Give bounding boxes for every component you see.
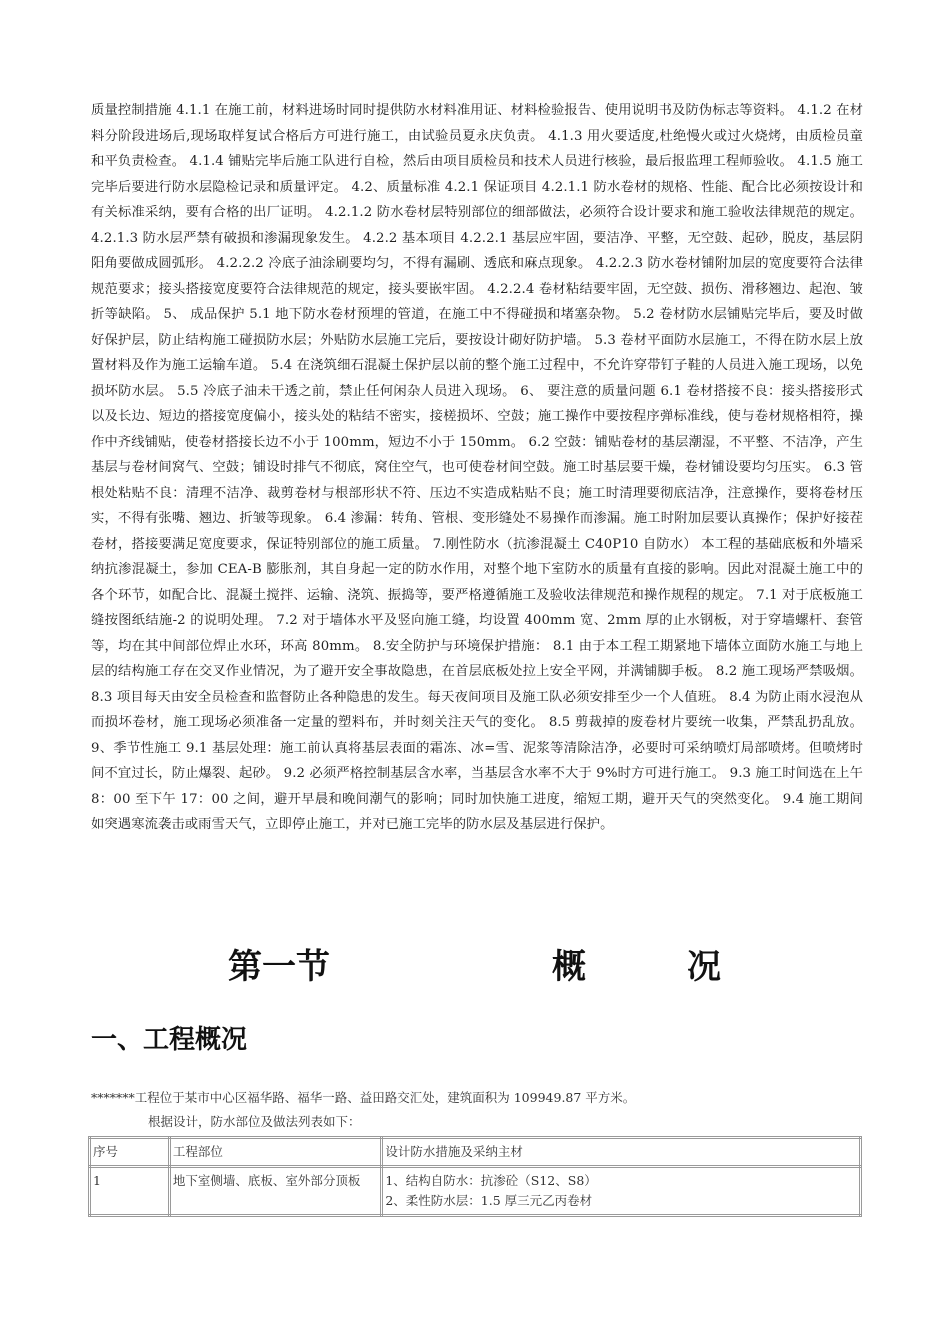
section-heading-char-2: 况 (687, 947, 721, 987)
table-header-row (90, 1138, 861, 1167)
subsection-heading: 一、工程概况 (91, 1025, 248, 1055)
table-header-cell: 工程部位 (169, 1138, 382, 1167)
waterproofing-table (88, 1136, 862, 1217)
measure-line: 2、柔性防水层：1.5 厚三元乙丙卷材 (385, 1193, 593, 1208)
section-heading-char-1: 概 (552, 947, 586, 987)
table-header-cell: 序号 (90, 1138, 170, 1167)
section-heading-number: 第一节 (228, 947, 330, 987)
table-cell-part: 地下室侧墙、底板、室外部分顶板 (169, 1167, 382, 1216)
body-paragraph: 质量控制措施 4.1.1 在施工前，材料进场时同时提供防水材料准用证、材料检验报告、使用说明书及防伪标志等资料。 4.1.2 在材料分阶段进场后,现场取样复试合格后方可进行施工，由试验员夏永庆负责。 4.1.3 用火要适度,杜绝慢火或过火烧烤，由质检员童和平负责检查。 4.1.4 铺贴完毕后施工队进行自检，然后由项目质检员和技术人员进行核验，最后报监理工程师验收。 4.1.5 施工完毕后要进行防水层隐检记录和质量评定。 4.2、质量标准 4.2.1 保证项目 4.2.1.1 防水卷材的规格、性能、配合比必须按设计和有关标准采纳，要有合格的出厂证明。 4.2.1.2 防水卷材层特别部位的细部做法，必须符合设计要求和施工验收法律规范的规定。 4.2.1.3 防水层严禁有破损和渗漏现象发生。 4.2.2 基本项目 4.2.2.1 基层应牢固，要洁净、平整，无空鼓、起砂，脱皮，基层阴阳角要做成圆弧形。 4.2.2.2 冷底子油涂刷要均匀，不得有漏刷、透底和麻点现象。 4.2.2.3 防水卷材铺附加层的宽度要符合法律规范要求；接头搭接宽度要符合法律规范的规定，接头要嵌牢固。 4.2.2.4 卷材粘结要牢固，无空鼓、损伤、滑移翘边、起泡、皱折等缺陷。 5、 成品保护 5.1 地下防水卷材预埋的管道，在施工中不得碰损和堵塞杂物。 5.2 卷材防水层铺贴完毕后，要及时做好保护层，防止结构施工碰损防水层；外贴防水层施工完后，要按设计砌好防护墙。 5.3 卷材平面防水层施工，不得在防水层上放置材料及作为施工运输车道。 5.4 在浇筑细石混凝土保护层以前的整个施工过程中，不允许穿带钉子鞋的人员进入施工现场，以免损坏防水层。 5.5 冷底子油未干透之前，禁止任何闲杂人员进入现场。 6、 要注意的质量问题 6.1 卷材搭接不良：接头搭接形式以及长边、短边的搭接宽度偏小，接头处的粘结不密实，接槎损坏、空鼓；施工操作中要按程序弹标准线，使与卷材规格相符，操作中齐线铺贴，使卷材搭接长边不小于 100mm，短边不小于 150mm。 6.2 空鼓：铺贴卷材的基层潮湿，不平整、不洁净，产生基层与卷材间窝气、空鼓；铺设时排气不彻底，窝住空气，也可使卷材间空鼓。施工时基层要干燥，卷材铺设要均匀压实。 6.3 管根处粘贴不良：清理不洁净、裁剪卷材与根部形状不符、压边不实造成粘贴不良；施工时清理要彻底洁净，注意操作，要将卷材压实，不得有张嘴、翘边、折皱等现象。 6.4 渗漏：转角、管根、变形缝处不易操作而渗漏。施工时附加层要认真操作；保护好接茬卷材，搭接要满足宽度要求，保证特别部位的施工质量。 7.刚性防水（抗渗混凝土 C40P10 自防水） 本工程的基础底板和外墙采纳抗渗混凝土，参加 CEA-B 膨胀剂，其自身起一定的防水作用，对整个地下室防水的质量有直接的影响。因此对混凝土施工中的各个环节，如配合比、混凝土搅拌、运输、浇筑、振捣等，要严格遵循施工及验收法律规范和操作规程的规定。 7.1 对于底板施工缝按图纸结施-2 的说明处理。 7.2 对于墙体水平及竖向施工缝，均设置 400mm 宽、2mm 厚的止水钢板，对于穿墙螺杆、套管等，均在其中间部位焊止水环，环高 80mm。 8.安全防护与环境保护措施： 8.1 由于本工程工期紧地下墙体立面防水施工与地上层的结构施工存在交叉作业情况，为了避开安全事故隐患，在首层底板处拉上安全平网，并满铺脚手板。 8.2 施工现场严禁吸烟。 8.3 项目每天由安全员检查和监督防止各种隐患的发生。每天夜间项目及施工队必须安排至少一个人值班。 8.4 为防止雨水浸泡从而损坏卷材，施工现场必须准备一定量的塑料布，并时刻关注天气的变化。 8.5 剪裁掉的废卷材片要统一收集，严禁乱扔乱放。 9、季节性施工 9.1 基层处理：施工前认真将基层表面的霜冻、冰=雪、泥浆等清除洁净，必要时可采纳喷灯局部喷烤。但喷烤时间不宜过长，防止爆裂、起砂。 9.2 必须严格控制基层含水率，当基层含水率不大于 9%时方可进行施工。 9.3 施工时间选在上午 8：00 至下午 17：00 之间，避开早晨和晚间潮气的影响；同时加快施工进度，缩短工期，避开天气的突然变化。 9.4 施工期间如突遇寒流袭击或雨雪天气，立即停止施工，并对已施工完毕的防水层及基层进行保护。 (91, 103, 863, 832)
table-header-cell: 设计防水措施及采纳主材 (382, 1138, 861, 1167)
table-row (90, 1167, 861, 1216)
table-cell-number: 1 (90, 1167, 170, 1216)
table-cell-measures (382, 1167, 861, 1216)
table-intro-text: 根据设计，防水部位及做法列表如下： (148, 1114, 361, 1129)
measure-line: 1、结构自防水：抗渗砼（S12、S8） (385, 1173, 597, 1188)
project-intro-text: *******工程位于某市中心区福华路、福华一路、益田路交汇处，建筑面积为 109949.87 平方米。 (91, 1090, 636, 1105)
